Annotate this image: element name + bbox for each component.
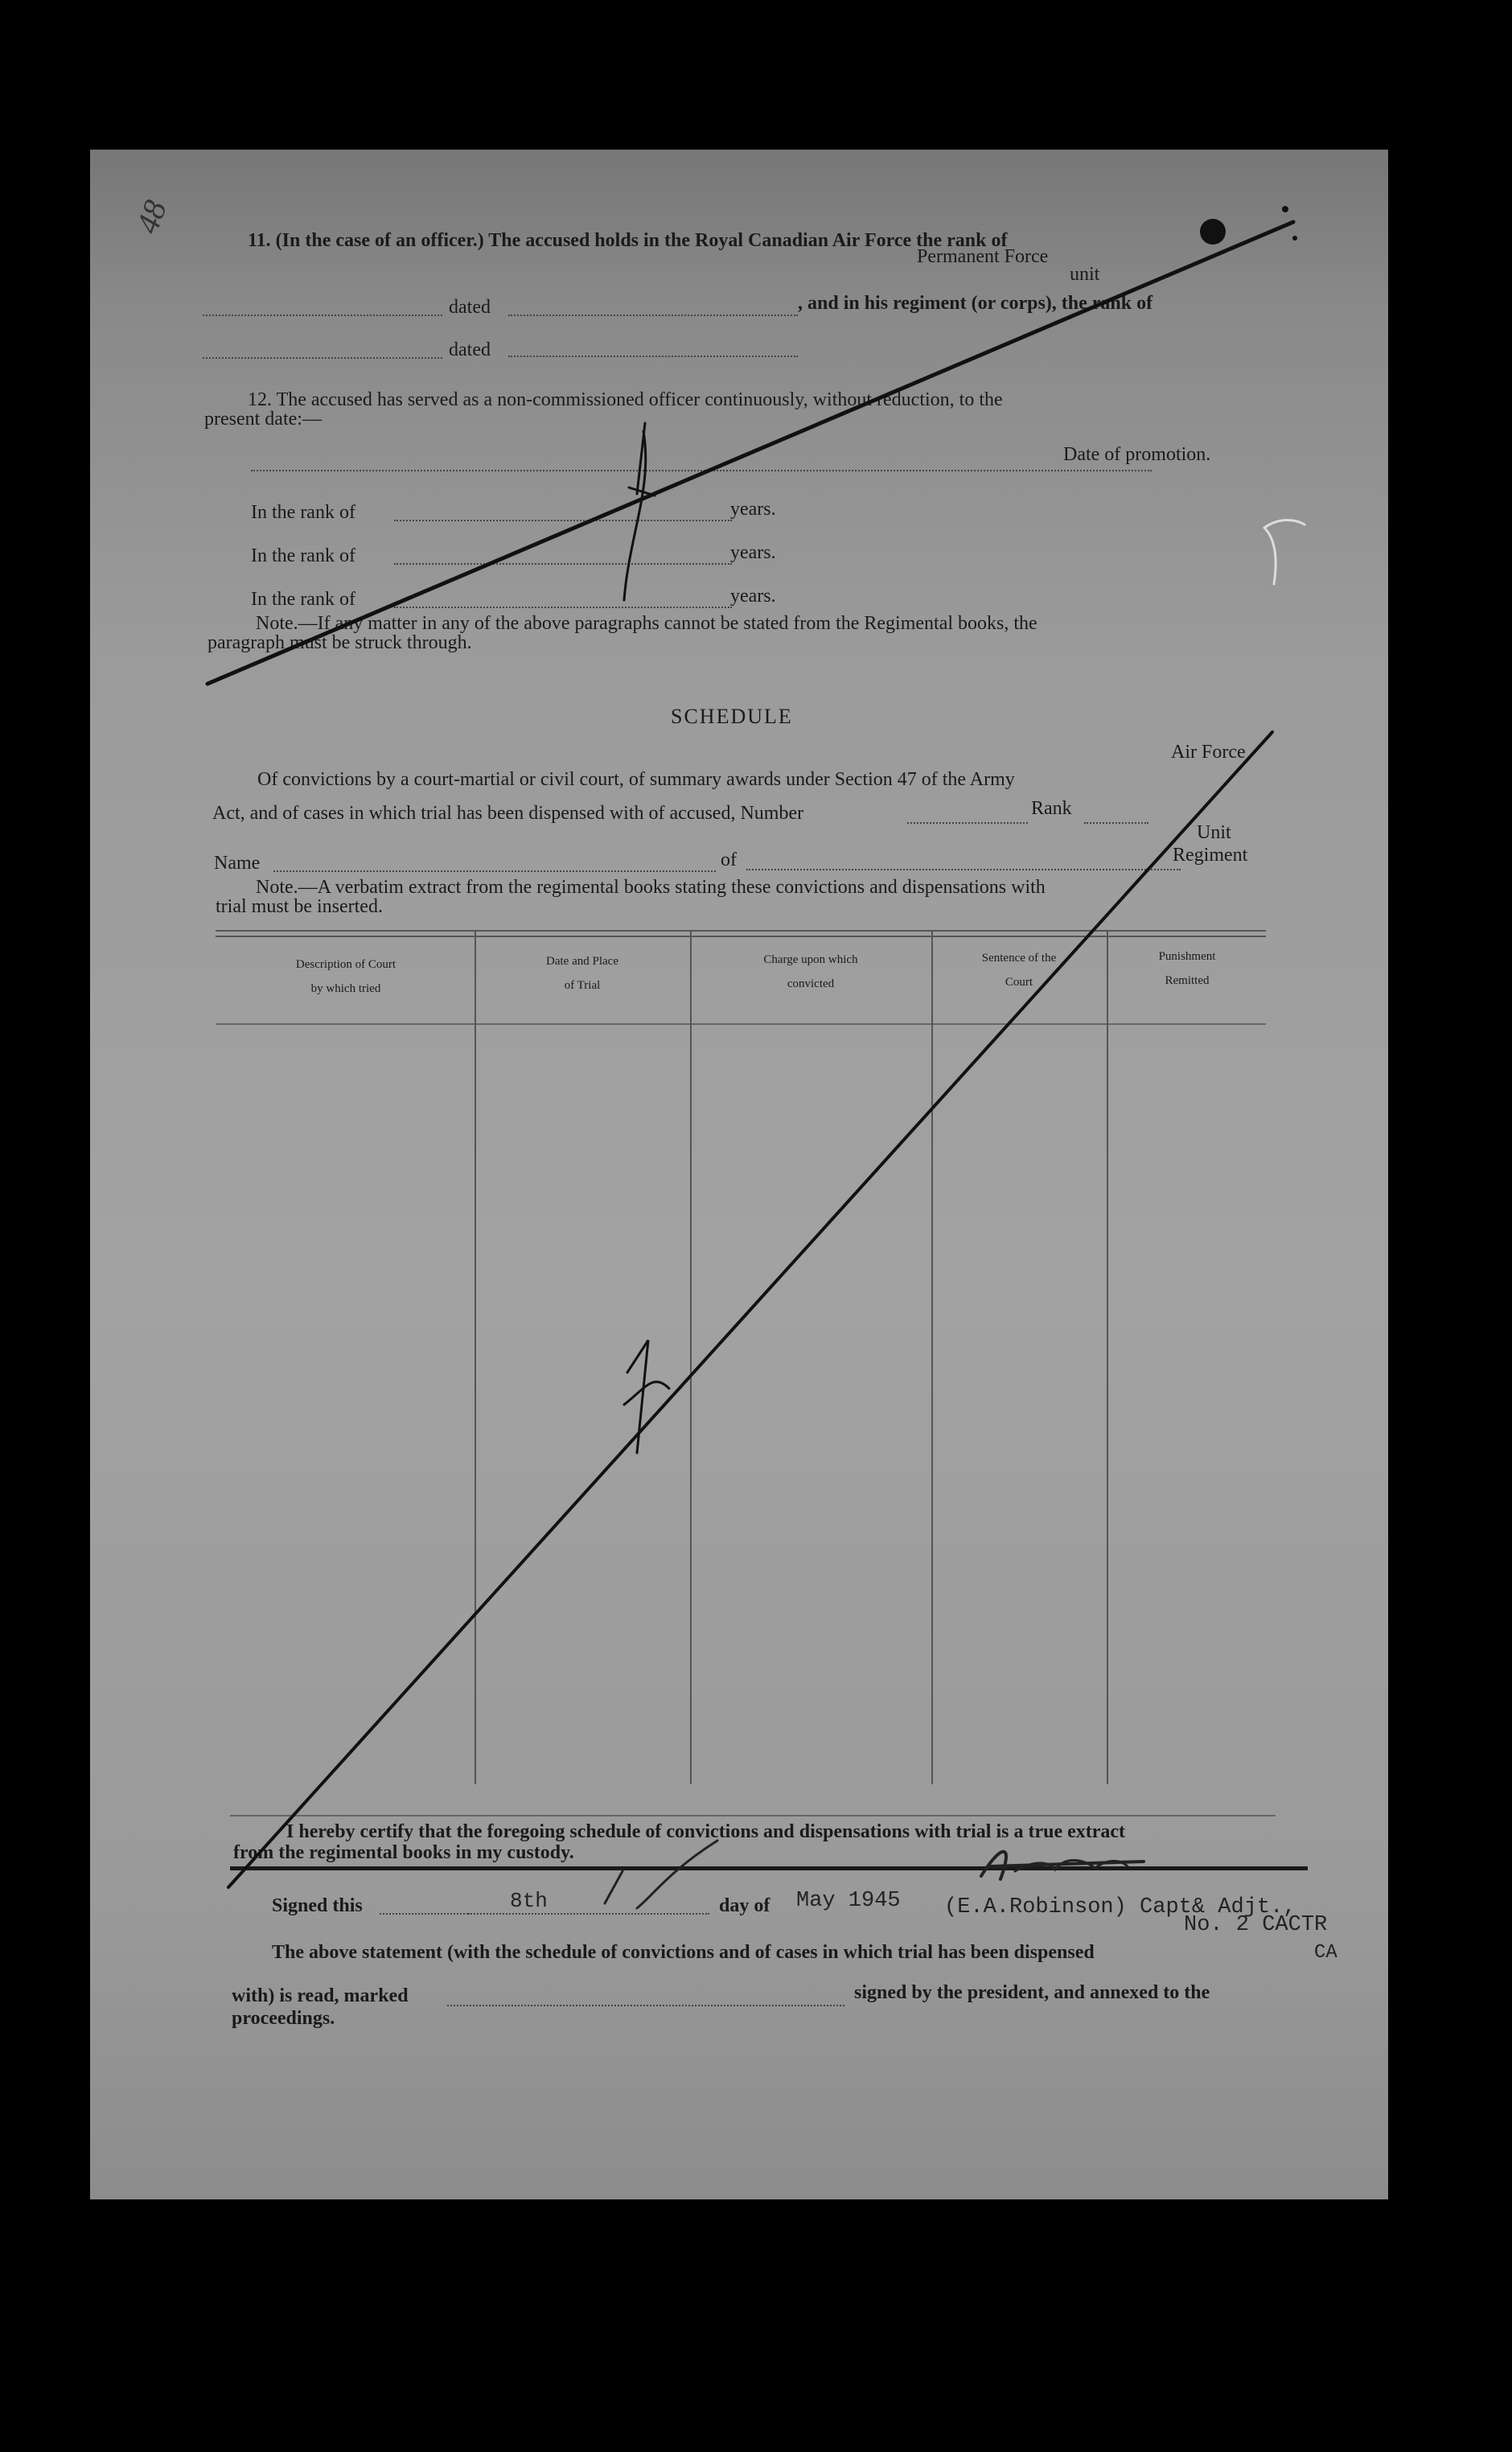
signed-this-label: Signed this <box>272 1895 363 1916</box>
table-header-charge: Charge upon which convicted <box>763 953 858 990</box>
strike-through-marks <box>90 150 1388 2199</box>
years-3: years. <box>730 586 776 607</box>
rank-label-2: In the rank of <box>251 545 355 566</box>
statement-line1: The above statement (with the schedule of convictions and of cases in which trial has been dispensed <box>272 1942 1095 1963</box>
signature-robinson <box>981 1852 1144 1879</box>
schedule-note-line1: Note.—A verbatim extract from the regimental books stating these convictions and dispensations with <box>256 877 1046 898</box>
statement-line2a: with) is read, marked <box>232 1985 409 2006</box>
schedule-note-line2: trial must be inserted. <box>216 896 383 917</box>
of-label: of <box>721 850 737 870</box>
date-of-promotion: Date of promotion. <box>1063 444 1211 465</box>
table-header-court: Description of Court by which tried <box>295 958 396 995</box>
years-2: years. <box>730 542 776 563</box>
note1-line1: Note.—If any matter in any of the above paragraphs cannot be stated from the Regimental books, the <box>256 613 1037 634</box>
para11-insert-permanent: Permanent Force <box>917 246 1049 267</box>
initials-mark-lower <box>624 1340 669 1453</box>
day-of-label: day of <box>719 1895 770 1916</box>
handwritten-day-mark <box>605 1841 717 1908</box>
document-page <box>90 150 1388 2199</box>
initials-mark-upper <box>624 423 646 600</box>
signatory-unit: No. 2 CACTR <box>1184 1913 1328 1937</box>
schedule-line1: Of convictions by a court-martial or civil court, of summary awards under Section 47 of the Army <box>257 769 1015 790</box>
signatory-name: (E.A.Robinson) Capt& Adjt., <box>944 1895 1296 1919</box>
page-number: 48 <box>129 195 174 238</box>
name-label: Name <box>214 853 261 874</box>
para11-insert-unit: unit <box>1070 264 1100 285</box>
para11-dated: dated <box>449 297 491 318</box>
table-header-date: Date and Place of Trial <box>546 955 618 992</box>
air-force-insert: Air Force <box>1171 742 1246 763</box>
para11-regiment-text: , and in his regiment (or corps), the rank of <box>798 293 1153 314</box>
signatory-unit2: CA <box>1314 1942 1337 1964</box>
statement-line3: proceedings. <box>232 2008 335 2029</box>
rank-label-3: In the rank of <box>251 589 355 610</box>
unit-insert: Unit <box>1197 822 1231 843</box>
schedule-title: SCHEDULE <box>671 705 793 728</box>
day-value: 8th <box>510 1889 548 1913</box>
para11-dated2: dated <box>449 339 491 360</box>
certify-line1: I hereby certify that the foregoing schedule of convictions and dispensations with trial is a true extract <box>286 1821 1126 1842</box>
para12-text2: present date:— <box>204 409 322 430</box>
ink-blot <box>1200 219 1226 245</box>
rank-label: Rank <box>1031 798 1072 819</box>
para11-text: 11. (In the case of an officer.) The accused holds in the Royal Canadian Air Force the rank of <box>248 230 1008 251</box>
years-1: years. <box>730 499 776 520</box>
month-year: May 1945 <box>796 1889 901 1913</box>
regiment-label: Regiment <box>1173 845 1248 866</box>
schedule-line2: Act, and of cases in which trial has been dispensed with of accused, Number <box>212 803 804 824</box>
para12-text: 12. The accused has served as a non-commissioned officer continuously, without reduction, to the <box>248 389 1003 410</box>
rank-label-1: In the rank of <box>251 502 355 523</box>
table-header-punishment: Punishment Remitted <box>1158 950 1216 987</box>
strike-line-schedule <box>228 732 1272 1887</box>
certify-line2: from the regimental books in my custody. <box>233 1842 574 1863</box>
note1-line2: paragraph must be struck through. <box>207 632 472 653</box>
statement-line2b: signed by the president, and annexed to the <box>854 1982 1210 2003</box>
table-header-sentence: Sentence of the Court <box>981 952 1057 989</box>
strike-line-para11-12 <box>207 222 1293 684</box>
